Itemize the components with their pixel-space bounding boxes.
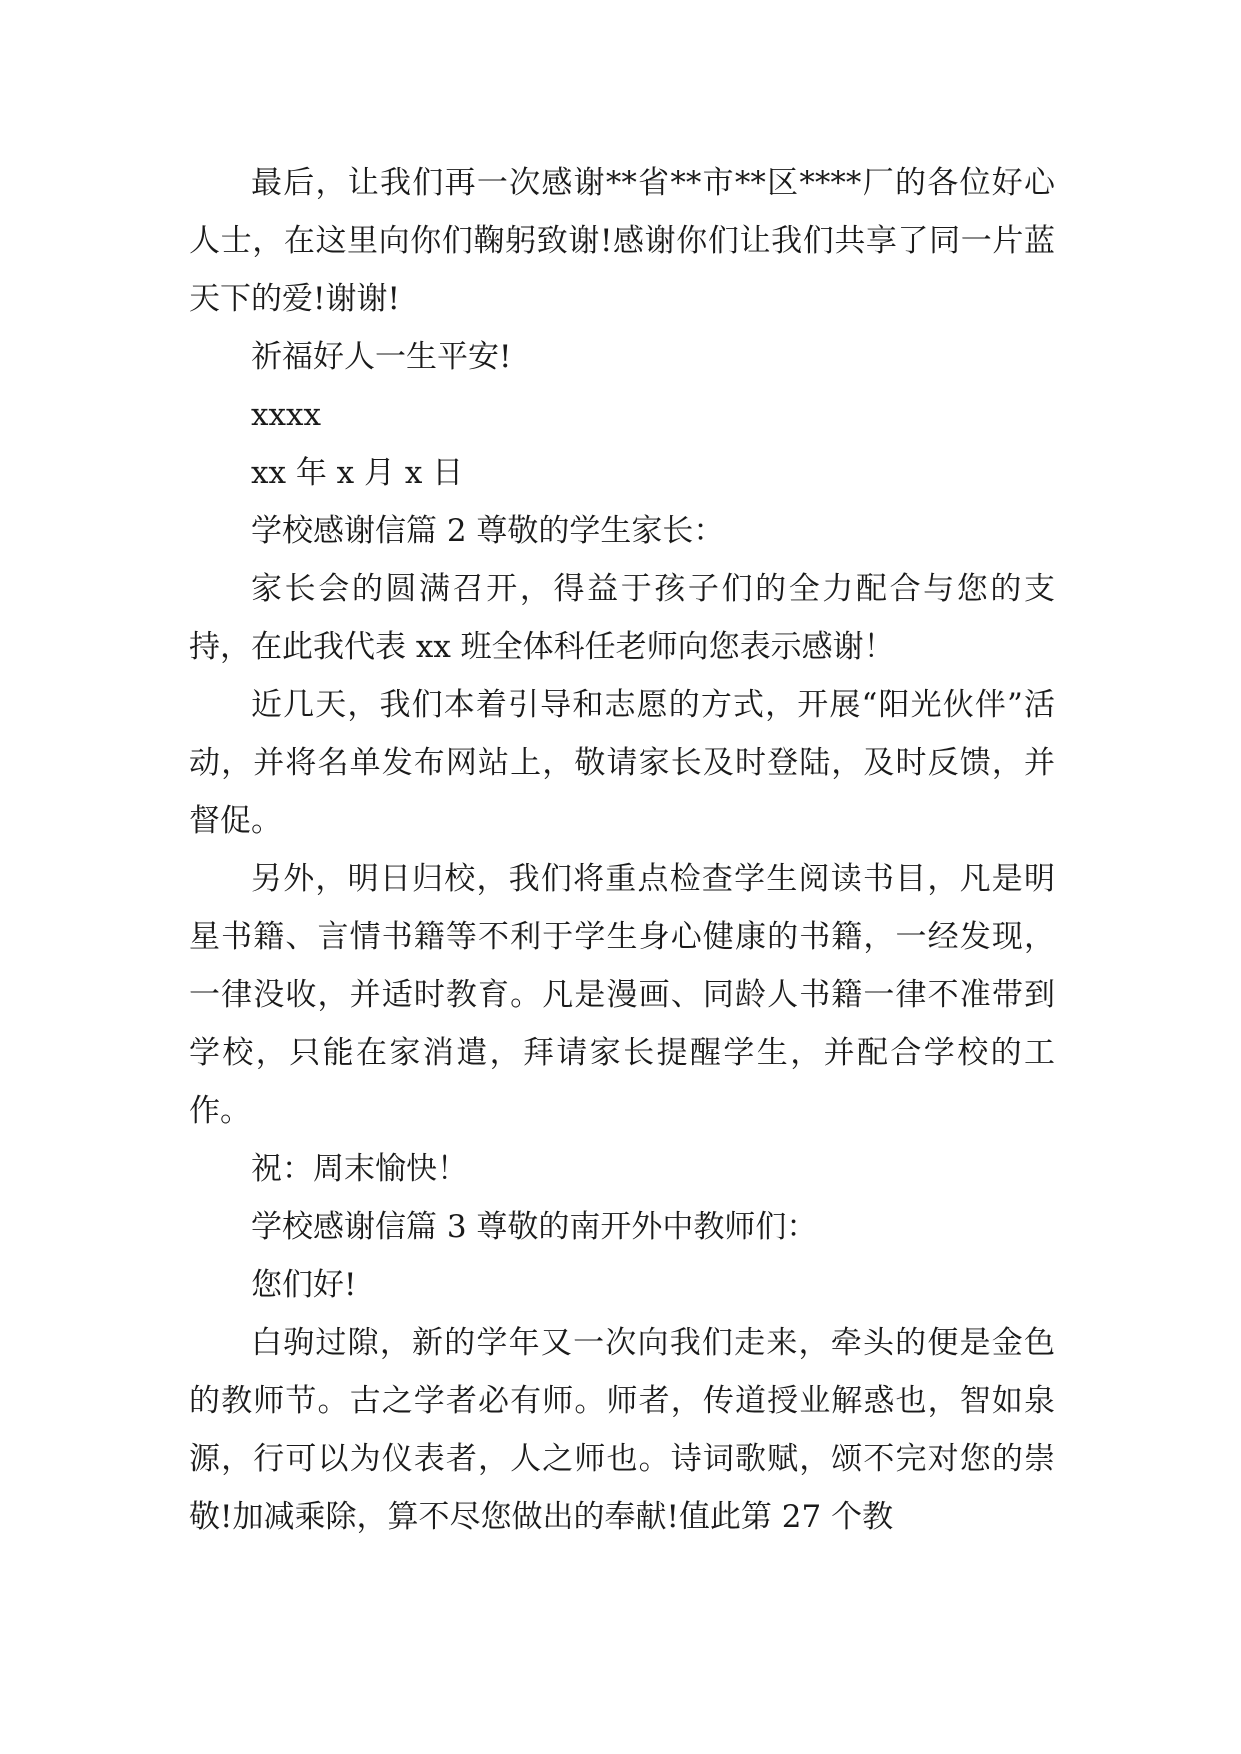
paragraph-date: xx 年 x 月 x 日 [251, 455, 464, 491]
paragraph-teachers-day: 白驹过隙，新的学年又一次向我们走来，牵头的便是金色的教师节。古之学者必有师。师者，传道授业解惑也，智如泉源，行可以为仪表者，人之师也。诗词歌赋，颂不完对您的崇敬!加减乘除，算不尽您做出的奉献!值此第 27 个教 [189, 1325, 1055, 1535]
paragraph-greeting: 您们好! [251, 1267, 357, 1303]
paragraph-signature: xxxx [251, 397, 321, 433]
document-page [189, 154, 1055, 1546]
paragraph-thanks-closing: 最后，让我们再一次感谢**省**市**区****厂的各位好心人士，在这里向你们鞠躬致谢!感谢你们让我们共享了同一片蓝天下的爱!谢谢! [189, 165, 1055, 317]
paragraph-book-check: 另外，明日归校，我们将重点检查学生阅读书目，凡是明星书籍、言情书籍等不利于学生身心健康的书籍，一经发现，一律没收，并适时教育。凡是漫画、同龄人书籍一律不准带到学校，只能在家消遣，拜请家长提醒学生，并配合学校的工作。 [189, 861, 1055, 1129]
paragraph-wish: 祝：周末愉快！ [251, 1151, 468, 1187]
paragraph-parent-meeting: 家长会的圆满召开，得益于孩子们的全力配合与您的支持，在此我代表 xx 班全体科任老师向您表示感谢！ [189, 571, 1055, 665]
letter-2-heading: 学校感谢信篇 2 尊敬的学生家长： [251, 513, 725, 549]
paragraph-sunshine-partner: 近几天，我们本着引导和志愿的方式，开展“阳光伙伴”活动，并将名单发布网站上，敬请家长及时登陆，及时反馈，并督促。 [189, 687, 1055, 839]
letter-3-heading: 学校感谢信篇 3 尊敬的南开外中教师们： [251, 1209, 818, 1245]
paragraph-blessing: 祈福好人一生平安! [251, 339, 512, 375]
